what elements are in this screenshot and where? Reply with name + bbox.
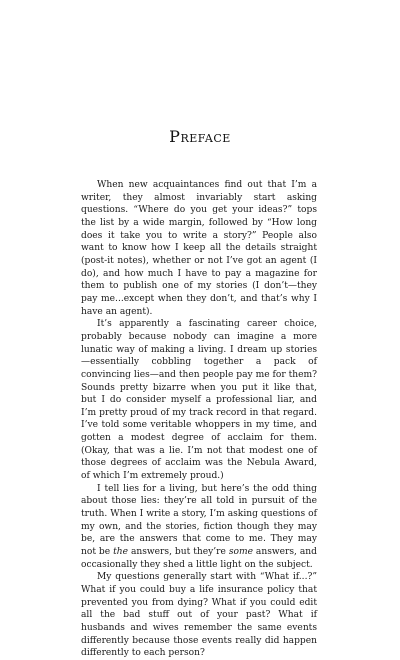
paragraph-3 (81, 483, 317, 572)
preface-body (81, 179, 317, 660)
paragraph-4: My questions generally start with “What if...?” What if you could buy a life insurance policy that prevented you from dying? What if you could edit all the bad stuff out of your past? What if husbands and wives remember the same events differently because those events really did happen differently to each person? (81, 572, 317, 659)
paragraph-3-text-b: answers, but they’re (128, 547, 229, 558)
paragraph-3-text-c: answers, and occasionally they shed a little light on the subject. (81, 547, 317, 570)
paragraph-1: When new acquaintances find out that I’m a writer, they almost invariably start asking questions. “Where do you get your ideas?” tops the list by a wide margin, followed by “How long does it take you to write a story?” People also want to know how I keep all the details straight (post-it notes), whether or not I’ve got an agent (I do), and how much I have to pay a magazine for them to publish one of my stories (I don’t—they pay me...except when they don’t, and that’s why I have an agent). (81, 180, 317, 317)
chapter-title: Preface (169, 127, 231, 146)
paragraph-3-emphasis-the: the (113, 547, 128, 558)
paragraph-3-emphasis-some: some (228, 547, 253, 558)
paragraph-2: It’s apparently a fascinating career choice, probably because nobody can imagine a more lunatic way of making a living. I dream up stories—essentially cobbling together a pack of convincing lies—and then people pay me for them? Sounds pretty bizarre when you put it like that, but I do consider myself a professional liar, and I’m pretty proud of my track record in that regard. I’ve told some veritable whoppers in my time, and gotten a modest degree of acclaim for them. (Okay, that was a lie. I’m not that modest one of those degrees of acclaim was the Nebula Award, of which I’m extremely proud.) (81, 319, 317, 482)
paragraph-3-text-a: I tell lies for a living, but here’s the odd thing about those lies: they’re all told in pursuit of the truth. When I write a story, I’m asking questions of my own, and the stories, fiction though they may be, are the answers that come to me. They may not be (81, 483, 317, 558)
